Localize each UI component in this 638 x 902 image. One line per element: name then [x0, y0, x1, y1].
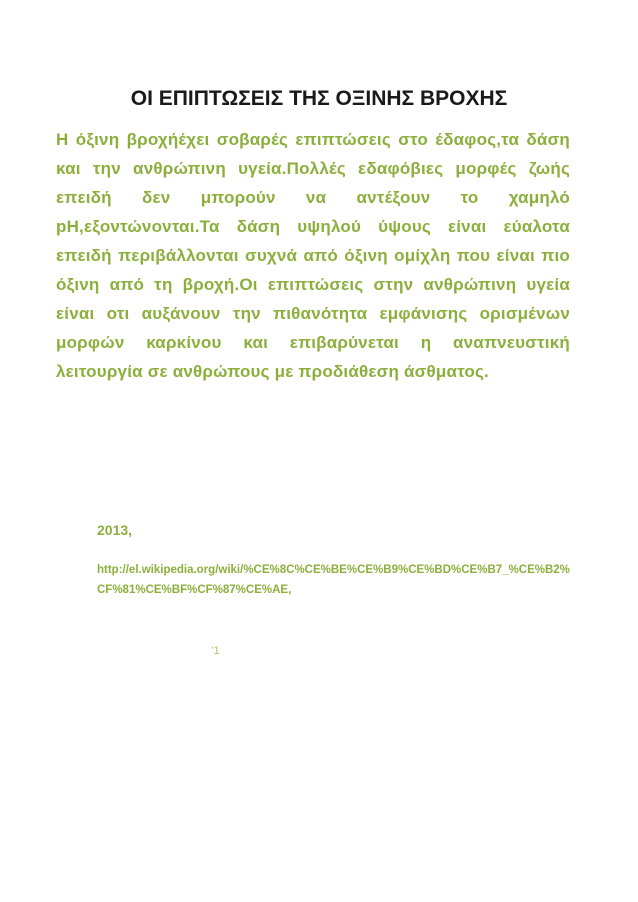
reference-block	[97, 520, 572, 600]
reference-year: 2013,	[97, 522, 133, 538]
body-paragraph: Η όξινη βροχήέχει σοβαρές επιπτώσεις στο έδαφος,τα δάση και την ανθρώπινη υγεία.Πολλές εδαφόβιες μορφές ζωής επειδή δεν μπορούν να αντέξουν το χαμηλό pH,εξοντώνονται.Τα δάση υψηλού ύψους είναι εύαλοτα επειδή περιβάλλονται συχνά από όξινη ομίχλη που είναι πιο όξινη από τη βροχή.Οι επιπτώσεις στην ανθρώπινη υγεία είναι οτι αυξάνουν την πιθανότητα εμφάνισης ορισμένων μορφών καρκίνου και επιβαρύνεται η αναπνευστική λειτουργία σε ανθρώπους με προδιάθεση άσθματος.	[56, 130, 570, 381]
reference-url: http://el.wikipedia.org/wiki/%CE%8C%CE%BE%CE%B9%CE%BD%CE%B7_%CE%B2%CF%81%CE%BF%CF%87%CE%AE,	[97, 564, 570, 596]
page-title: ΟΙ ΕΠΙΠΤΩΣΕΙΣ ΤΗΣ ΟΞΙΝΗΣ ΒΡΟΧΗΣ	[130, 87, 508, 110]
footnote-marker: ’1	[211, 645, 220, 657]
